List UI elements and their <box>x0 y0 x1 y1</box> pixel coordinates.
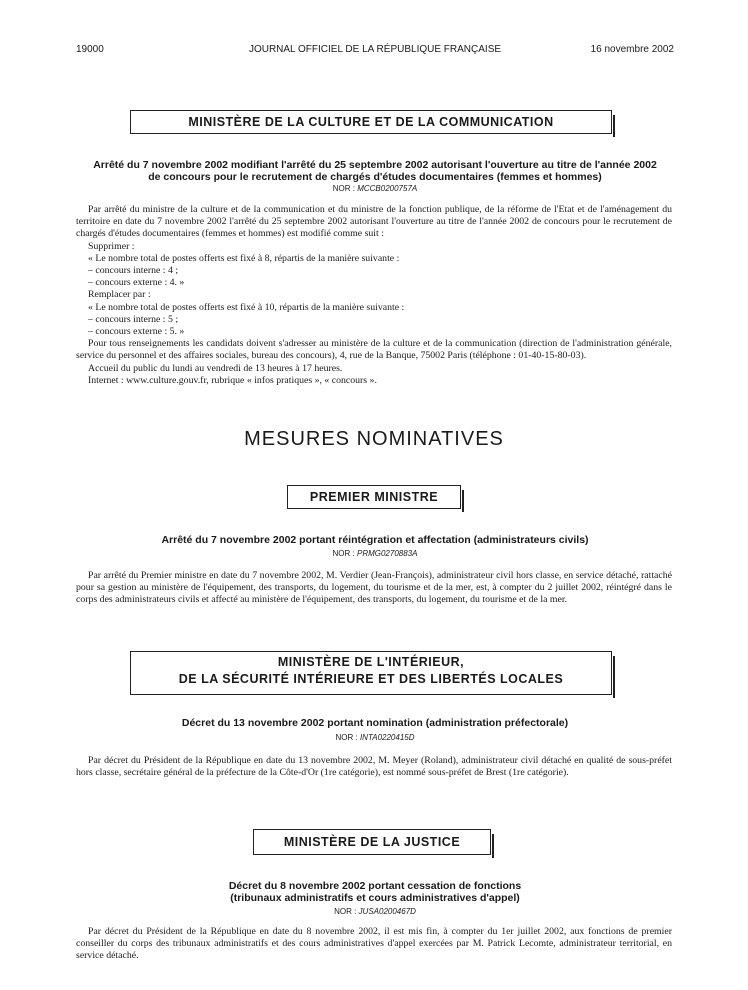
body-text-premier <box>76 570 672 607</box>
nor-reference-justice: NOR : JUSA0200467D <box>334 907 416 916</box>
body-text-culture <box>76 204 672 387</box>
body-text-justice <box>76 926 672 963</box>
ministry-title-premier: PREMIER MINISTRE <box>309 490 439 504</box>
paragraph: Pour tous renseignements les candidats doivent s'adresser au ministère de la culture et de la communication (direction de l'administration générale, service du personnel et des affaires sociales, bureau des concours), 4, rue de la Banque, 75002 Paris (téléphone : 01-40-15-80-03). <box>76 338 672 362</box>
nor-reference-premier: NOR : PRMG0270883A <box>332 549 418 558</box>
ministry-title-interieur-line2: DE LA SÉCURITÉ INTÉRIEURE ET DES LIBERTÉS LOCALES <box>178 672 564 686</box>
paragraph: Remplacer par : <box>88 289 151 301</box>
paragraph: – concours externe : 4. » <box>88 277 185 289</box>
page-header <box>76 44 674 58</box>
decree-title-line: Arrêté du 7 novembre 2002 modifiant l'arrêté du 25 septembre 2002 autorisant l'ouverture au titre de l'année 2002 <box>93 159 657 171</box>
paragraph: Par arrêté du Premier ministre en date du 7 novembre 2002, M. Verdier (Jean-François), administrateur civil hors classe, en service détaché, rattaché pour sa gestion au ministère de l'équipement, des transports, du logement, du tourisme et de la mer, est, à compter du 2 juillet 2002, réintégré dans le corps des administrateurs civils et affecté au ministère de l'équipement, des transports, du logement, du tourisme et de la mer. <box>76 570 672 606</box>
nor-reference-culture: NOR : MCCB0200757A <box>332 184 418 193</box>
ministry-title-interieur-line1: MINISTÈRE DE L'INTÉRIEUR, <box>277 655 465 669</box>
paragraph: Supprimer : <box>88 240 135 252</box>
decree-title-justice <box>60 880 690 904</box>
paragraph: Par décret du Président de la République en date du 13 novembre 2002, M. Meyer (Roland), administrateur civil détaché en qualité de sous-préfet hors classe, secrétaire général de la préfecture de la Côte-d'Or (1re catégorie), est nommé sous-préfet de Brest (1re catégorie). <box>76 755 672 779</box>
paragraph: – concours interne : 5 ; <box>88 313 179 325</box>
paragraph: Par arrêté du ministre de la culture et de la communication et du ministre de la fonction publique, de la réforme de l'Etat et de l'aménagement du territoire en date du 7 novembre 2002 l'arrêté du 25 septembre 2002 autorisant l'ouverture au titre de l'année 2002 de concours pour le recrutement de chargés d'études documentaires (femmes et hommes) est modifié comme suit : <box>76 204 672 240</box>
paragraph: Accueil du public du lundi au vendredi de 13 heures à 17 heures. <box>88 362 343 374</box>
decree-title-culture <box>60 159 690 183</box>
mesures-nominatives-heading: MESURES NOMINATIVES <box>244 428 504 450</box>
paragraph: « Le nombre total de postes offerts est fixé à 8, répartis de la manière suivante : <box>88 252 400 264</box>
decree-title-interieur: Décret du 13 novembre 2002 portant nomination (administration préfectorale) <box>181 717 569 729</box>
issue-date: 16 novembre 2002 <box>590 44 674 55</box>
ministry-box-justice <box>253 829 491 855</box>
page-number: 19000 <box>76 44 104 55</box>
ministry-box-premier <box>287 485 461 509</box>
ministry-box-interieur <box>130 651 612 695</box>
paragraph: – concours externe : 5. » <box>88 326 185 338</box>
paragraph: Internet : www.culture.gouv.fr, rubrique « infos pratiques », « concours ». <box>88 374 377 386</box>
paragraph: – concours interne : 4 ; <box>88 265 179 277</box>
decree-title-line: (tribunaux administratifs et cours administratives d'appel) <box>230 892 520 904</box>
journal-title: JOURNAL OFFICIEL DE LA RÉPUBLIQUE FRANÇAISE <box>248 44 502 55</box>
decree-title-line: Décret du 8 novembre 2002 portant cessation de fonctions <box>228 880 522 892</box>
body-text-interieur <box>76 755 672 779</box>
ministry-box-culture <box>130 110 612 134</box>
paragraph: « Le nombre total de postes offerts est fixé à 10, répartis de la manière suivante : <box>88 301 405 313</box>
paragraph: Par décret du Président de la République en date du 8 novembre 2002, il est mis fin, à compter du 1er juillet 2002, aux fonctions de premier conseiller du corps des tribunaux administratifs et des cours administratives d'appel exercées par M. Patrick Lecomte, administrateur territorial, en service détaché. <box>76 926 672 962</box>
decree-title-premier: Arrêté du 7 novembre 2002 portant réintégration et affectation (administrateurs civils) <box>161 534 589 546</box>
ministry-title-culture: MINISTÈRE DE LA CULTURE ET DE LA COMMUNICATION <box>188 115 554 129</box>
decree-title-line: de concours pour le recrutement de chargés d'études documentaires (femmes et hommes) <box>148 171 602 183</box>
ministry-title-justice: MINISTÈRE DE LA JUSTICE <box>283 835 461 849</box>
nor-reference-interieur: NOR : INTA0220415D <box>335 733 415 742</box>
